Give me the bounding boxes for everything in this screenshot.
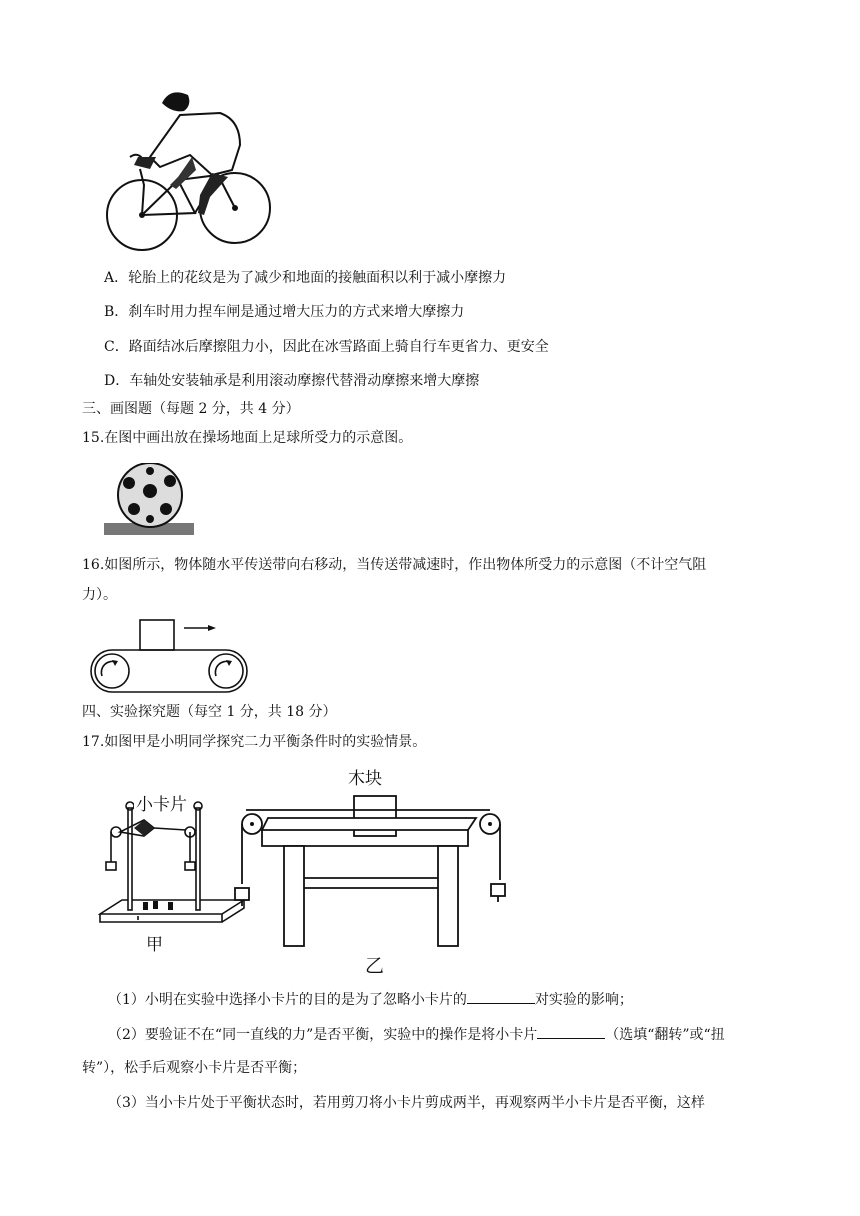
sub2-text-b: （选填“翻转”或“扭 xyxy=(605,1027,725,1043)
fig-label-yi: 乙 xyxy=(365,955,385,977)
cyclist-figure xyxy=(100,85,278,255)
question-16-line-1: 16.如图所示，物体随水平传送带向右移动，当传送带减速时，作出物体所受力的示意图（不计空气阻 xyxy=(82,557,707,573)
fig-label-block: 木块 xyxy=(348,769,382,789)
bike-option-c: C．路面结冰后摩擦阻力小，因此在冰雪路面上骑自行车更省力、更安全 xyxy=(104,339,549,355)
question-17-sub-2-cont: 转”），松手后观察小卡片是否平衡； xyxy=(82,1060,307,1076)
question-17-sub-3: （3）当小卡片处于平衡状态时，若用剪刀将小卡片剪成两半，再观察两半小卡片是否平衡，这样 xyxy=(108,1095,705,1111)
fig-label-jia: 甲 xyxy=(146,935,163,955)
section-4-heading: 四、实验探究题（每空 1 分，共 18 分） xyxy=(82,704,337,720)
question-17-sub-2 xyxy=(108,1024,725,1045)
answer-blank-2[interactable] xyxy=(537,1024,605,1039)
question-17-sub-1 xyxy=(108,989,633,1010)
bike-option-d: D．车轴处安装轴承是利用滚动摩擦代替滑动摩擦来增大摩擦 xyxy=(104,373,480,389)
sub1-text-a: （1）小明在实验中选择小卡片的目的是为了忽略小卡片的 xyxy=(108,992,467,1008)
soccer-ball-figure xyxy=(104,463,194,538)
question-15: 15.在图中画出放在操场地面上足球所受力的示意图。 xyxy=(82,430,413,446)
experiment-figure-yi xyxy=(228,788,508,958)
question-16-line-2: 力）。 xyxy=(82,587,117,603)
conveyor-belt-figure xyxy=(84,618,256,694)
sub2-text-a: （2）要验证不在“同一直线的力”是否平衡，实验中的操作是将小卡片 xyxy=(108,1027,538,1043)
fig-label-card: 小卡片 xyxy=(134,790,189,815)
question-17: 17.如图甲是小明同学探究二力平衡条件时的实验情景。 xyxy=(82,734,427,750)
answer-blank-1[interactable] xyxy=(467,989,535,1004)
bike-option-b: B．刹车时用力捏车闸是通过增大压力的方式来增大摩擦力 xyxy=(104,304,465,320)
section-3-heading: 三、画图题（每题 2 分，共 4 分） xyxy=(82,401,300,417)
bike-option-a: A．轮胎上的花纹是为了减少和地面的接触面积以利于减小摩擦力 xyxy=(104,270,507,286)
sub1-text-b: 对实验的影响； xyxy=(534,992,633,1008)
